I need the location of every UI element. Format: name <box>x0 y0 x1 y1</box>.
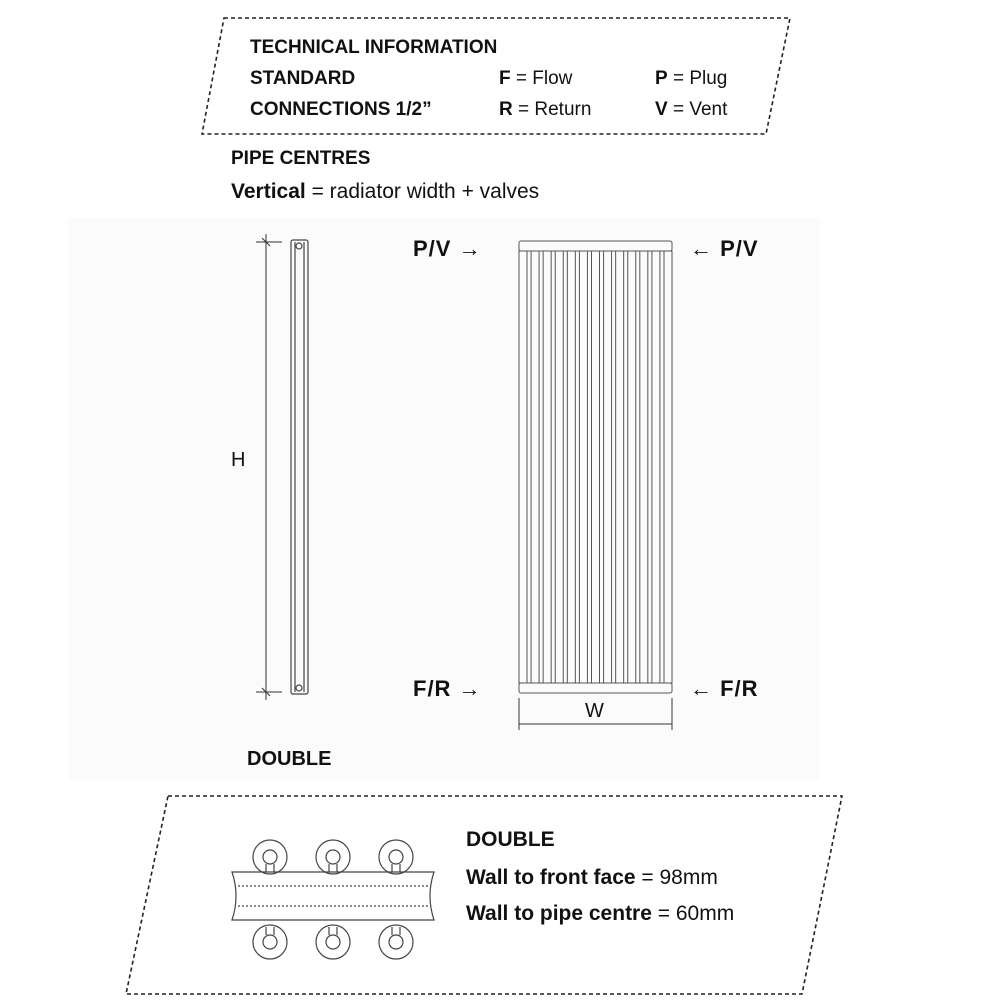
pipe-centres-heading: PIPE CENTRES <box>231 148 371 169</box>
vertical-rule <box>231 180 539 204</box>
pipe-loop-inner <box>263 850 277 864</box>
return-value: = Return <box>512 99 592 120</box>
pipe-centre-key: Wall to pipe centre <box>466 902 652 925</box>
vertical-key: Vertical <box>231 180 306 203</box>
bottom-left-fr-label: F/R → <box>413 676 482 701</box>
wall-to-pipe-centre <box>466 902 734 926</box>
tech-info-title: TECHNICAL INFORMATION <box>250 37 498 58</box>
top-left-pv-label: P/V → <box>413 236 482 261</box>
plug-key: P <box>655 68 668 89</box>
front-face-value: = 98mm <box>635 866 718 889</box>
double-info-box <box>126 796 842 994</box>
height-label: H <box>231 449 246 471</box>
double-box-title: DOUBLE <box>466 828 555 851</box>
return-key: R <box>499 99 513 120</box>
width-label: W <box>585 700 604 722</box>
flow-value: = Flow <box>510 68 573 89</box>
vent-key: V <box>655 99 668 120</box>
double-cross-section <box>232 840 434 959</box>
top-right-pv-label: ← P/V <box>690 236 759 261</box>
pipe-loop-inner <box>263 935 277 949</box>
pipe-loop <box>253 925 287 959</box>
standard-label: STANDARD <box>250 68 356 89</box>
connections-label: CONNECTIONS 1/2” <box>250 99 432 120</box>
vertical-value: = radiator width + valves <box>305 180 540 203</box>
bottom-right-fr-label: ← F/R <box>690 676 759 701</box>
pipe-loop <box>379 840 413 874</box>
flow-legend <box>499 69 572 88</box>
double-label: DOUBLE <box>247 748 332 770</box>
vent-value: = Vent <box>667 99 728 120</box>
pipe-loop <box>379 925 413 959</box>
plug-legend <box>655 69 727 88</box>
return-legend <box>499 100 591 119</box>
flow-key: F <box>499 68 511 89</box>
pipe-loop <box>316 840 350 874</box>
pipe-centre-value: = 60mm <box>651 902 735 925</box>
pipe-loop <box>316 925 350 959</box>
pipe-loop-inner <box>389 850 403 864</box>
wall-to-front-face <box>466 866 718 890</box>
front-face-key: Wall to front face <box>466 866 636 889</box>
pipe-loop-inner <box>326 935 340 949</box>
plug-value: = Plug <box>667 68 728 89</box>
pipe-loop-inner <box>326 850 340 864</box>
pipe-loop-inner <box>389 935 403 949</box>
pipe-loop <box>253 840 287 874</box>
vent-legend <box>655 100 727 119</box>
